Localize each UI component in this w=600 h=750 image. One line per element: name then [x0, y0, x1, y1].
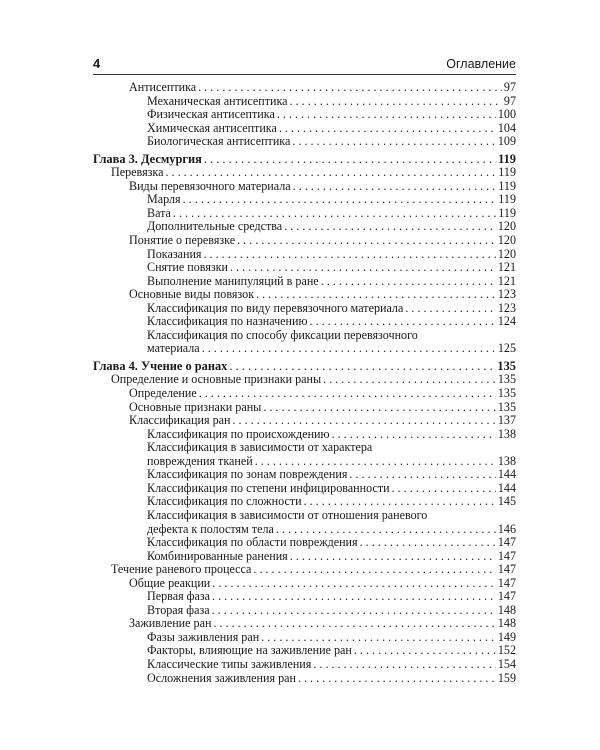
toc-entry-title-continuation: дефекта к полостям тела: [147, 521, 274, 536]
running-title: Оглавление: [446, 57, 516, 71]
toc-entry-title: Комбинированные ранения: [147, 548, 288, 563]
toc-leader-dots: [204, 248, 496, 262]
toc-entry: [93, 536, 516, 550]
toc-entry-title: Течение раневого процесса: [111, 562, 252, 577]
toc-entry-page: 120: [497, 246, 516, 261]
toc-leader-dots: [293, 180, 497, 194]
toc-entry-title: Виды перевязочного материала: [129, 178, 291, 193]
toc-leader-dots: [263, 401, 496, 415]
toc-entry-title: Классификация в зависимости от характера: [147, 440, 373, 455]
toc-entry-page: 97: [503, 93, 516, 108]
toc-leader-dots: [230, 261, 496, 275]
toc-entry-title: Факторы, влияющие на заживление ран: [147, 643, 352, 658]
toc-entry-page: 123: [497, 300, 516, 315]
toc-leader-dots: [277, 108, 496, 122]
toc-entry-title: Вторая фаза: [147, 602, 210, 617]
toc-entry-title: Снятие повязки: [147, 260, 229, 275]
toc-leader-dots: [323, 373, 496, 387]
toc-entry-page: 154: [497, 656, 516, 671]
toc-leader-dots: [354, 644, 496, 658]
toc-entry-title: Понятие о перевязке: [129, 233, 236, 248]
toc-entry-title: Первая фаза: [147, 589, 211, 604]
toc-entry-page: 123: [497, 287, 516, 302]
toc-leader-dots: [304, 495, 496, 509]
toc-leader-dots: [199, 387, 496, 401]
toc-entry-page: 135: [497, 386, 516, 401]
toc-entry-title: Классификация по зонам повреждения: [147, 467, 348, 482]
toc-entry: [93, 135, 516, 149]
toc-entry-page: 120: [497, 219, 516, 234]
toc-entry: [93, 495, 516, 509]
toc-entry: [93, 261, 516, 275]
toc-leader-dots: [349, 468, 495, 482]
toc-leader-dots: [290, 550, 496, 564]
toc-leader-dots: [276, 523, 496, 537]
toc-entry: [93, 563, 516, 577]
toc-leader-dots: [298, 672, 496, 686]
toc-entry-page: 109: [497, 134, 516, 149]
toc-entry-page: 119: [498, 205, 516, 220]
toc-entry-title: Классификация по сложности: [147, 494, 302, 509]
toc-entry-page: 144: [497, 467, 516, 482]
toc-entry-title: Основные признаки раны: [129, 399, 262, 414]
toc-entry-title: Классификация по степени инфицированности: [147, 480, 390, 495]
toc-entry-title: Классические типы заживления: [147, 656, 312, 671]
toc-entry: [93, 193, 516, 207]
toc-leader-dots: [183, 193, 497, 207]
toc-entry: [93, 275, 516, 289]
toc-entry: [93, 207, 516, 221]
toc-entry-page: 120: [497, 233, 516, 248]
toc-entry-page: 135: [497, 372, 516, 387]
toc-chapter-entry: [93, 153, 516, 167]
toc-entry-title: Дополнительные средства: [147, 219, 283, 234]
toc-entry-title: Осложнения заживления ран: [147, 670, 296, 685]
toc-entry: [93, 248, 516, 262]
toc-entry-title: Марля: [147, 192, 181, 207]
toc-leader-dots: [212, 604, 496, 618]
toc-leader-dots: [229, 360, 495, 374]
toc-entry-title: Биологическая антисептика: [147, 134, 291, 149]
toc-entry: [93, 509, 516, 523]
toc-leader-dots: [198, 81, 502, 95]
toc-leader-dots: [405, 302, 496, 316]
toc-entry: [93, 401, 516, 415]
toc-entry-title: Глава 4. Учение о ранах: [93, 358, 228, 373]
toc-entry: [93, 373, 516, 387]
toc-entry-page: 135: [497, 399, 516, 414]
toc-entry-title: Определение: [129, 386, 197, 401]
toc-entry-title: Антисептика: [129, 80, 197, 94]
table-of-contents: [93, 81, 516, 685]
toc-entry-title: Вата: [147, 205, 171, 220]
toc-entry-page: 135: [497, 358, 516, 373]
toc-entry-page: 147: [497, 548, 516, 563]
toc-entry-page: 147: [497, 562, 516, 577]
toc-entry-title: Физическая антисептика: [147, 107, 275, 122]
toc-leader-dots: [284, 220, 496, 234]
toc-leader-dots: [321, 275, 496, 289]
toc-entry: [93, 631, 516, 645]
toc-leader-dots: [255, 455, 496, 469]
toc-entry: [93, 550, 516, 564]
toc-entry: [93, 617, 516, 631]
toc-leader-dots: [202, 342, 496, 356]
toc-entry: [93, 468, 516, 482]
toc-leader-dots: [253, 563, 495, 577]
toc-entry-page: 138: [497, 426, 516, 441]
page-header: [93, 52, 516, 75]
toc-entry: [93, 95, 516, 109]
toc-entry: [93, 329, 516, 343]
toc-leader-dots: [279, 122, 496, 136]
toc-leader-dots: [213, 617, 495, 631]
toc-leader-dots: [292, 135, 496, 149]
toc-leader-dots: [360, 536, 496, 550]
toc-leader-dots: [290, 95, 502, 109]
page-number: 4: [93, 56, 101, 71]
toc-entry: [93, 604, 516, 618]
toc-entry-page: 146: [497, 521, 516, 536]
toc-entry: [93, 220, 516, 234]
toc-entry-title: Классификация ран: [129, 413, 231, 428]
toc-leader-dots: [256, 288, 496, 302]
toc-entry-page: 119: [498, 165, 516, 180]
toc-entry-page: 104: [497, 120, 516, 135]
toc-leader-dots: [310, 315, 496, 329]
toc-entry: [93, 180, 516, 194]
toc-entry-title: Глава 3. Десмургия: [93, 151, 202, 166]
toc-entry-page: 149: [497, 629, 516, 644]
toc-entry-title: Классификация по виду перевязочного материала: [147, 300, 404, 315]
toc-entry-page: 125: [497, 341, 516, 356]
toc-entry: [93, 288, 516, 302]
toc-entry-title: Показания: [147, 246, 202, 261]
toc-entry-continuation: [93, 455, 516, 469]
toc-entry-page: 148: [497, 616, 516, 631]
toc-entry: [93, 590, 516, 604]
toc-leader-dots: [392, 482, 496, 496]
toc-entry: [93, 166, 516, 180]
toc-entry-page: 100: [497, 107, 516, 122]
toc-entry-title: Определение и основные признаки раны: [111, 372, 322, 387]
toc-entry: [93, 658, 516, 672]
toc-entry-page: 137: [497, 413, 516, 428]
toc-entry-page: 97: [503, 80, 516, 94]
toc-entry-title: Заживление ран: [129, 616, 212, 631]
toc-entry-title: Механическая антисептика: [147, 93, 288, 108]
toc-entry-title: Классификация по назначению: [147, 314, 308, 329]
toc-entry-title: Классификация по происхождению: [147, 426, 330, 441]
toc-entry: [93, 441, 516, 455]
toc-entry: [93, 414, 516, 428]
toc-entry-page: 138: [497, 453, 516, 468]
toc-entry-title: Общие реакции: [129, 575, 211, 590]
toc-entry-page: 119: [498, 178, 516, 193]
toc-entry: [93, 644, 516, 658]
toc-chapter-entry: [93, 360, 516, 374]
toc-leader-dots: [204, 153, 496, 167]
toc-entry-page: 145: [497, 494, 516, 509]
toc-entry-continuation: [93, 523, 516, 537]
toc-entry: [93, 672, 516, 686]
toc-entry-title: Классификация по способу фиксации перевязочного: [147, 327, 418, 342]
toc-leader-dots: [173, 207, 496, 221]
toc-entry-page: 121: [497, 273, 516, 288]
toc-entry-page: 147: [497, 575, 516, 590]
toc-entry: [93, 482, 516, 496]
toc-entry-page: 144: [497, 480, 516, 495]
toc-entry: [93, 122, 516, 136]
toc-entry: [93, 387, 516, 401]
toc-entry: [93, 108, 516, 122]
toc-entry-title: Выполнение манипуляций в ране: [147, 273, 319, 288]
toc-entry-page: 152: [497, 643, 516, 658]
toc-leader-dots: [165, 166, 496, 180]
toc-entry-title: Перевязка: [111, 165, 164, 180]
toc-entry: [93, 315, 516, 329]
toc-entry-title: Фазы заживления ран: [147, 629, 260, 644]
toc-entry: [93, 302, 516, 316]
toc-entry-page: 159: [497, 670, 516, 685]
toc-entry-page: 147: [497, 535, 516, 550]
toc-leader-dots: [212, 590, 496, 604]
toc-entry-page: 148: [497, 602, 516, 617]
toc-entry-title: Основные виды повязок: [129, 287, 255, 302]
toc-entry-page: 124: [497, 314, 516, 329]
toc-leader-dots: [232, 414, 495, 428]
toc-leader-dots: [261, 631, 496, 645]
toc-entry-continuation: [93, 342, 516, 356]
toc-entry-page: 147: [497, 589, 516, 604]
toc-entry-title-continuation: материала: [147, 341, 200, 356]
toc-entry-title-continuation: повреждения тканей: [147, 453, 253, 468]
toc-leader-dots: [332, 428, 496, 442]
toc-entry-title: Классификация по области повреждения: [147, 535, 358, 550]
toc-leader-dots: [237, 234, 496, 248]
toc-entry-title: Классификация в зависимости от отношения раневого: [147, 507, 428, 522]
toc-leader-dots: [212, 577, 496, 591]
toc-entry: [93, 577, 516, 591]
toc-entry-page: 121: [497, 260, 516, 275]
toc-entry: [93, 234, 516, 248]
toc-entry-page: 119: [498, 192, 516, 207]
toc-entry: [93, 428, 516, 442]
toc-entry: [93, 81, 516, 95]
toc-leader-dots: [313, 658, 496, 672]
toc-entry-page: 119: [498, 151, 516, 166]
toc-entry-title: Химическая антисептика: [147, 120, 277, 135]
